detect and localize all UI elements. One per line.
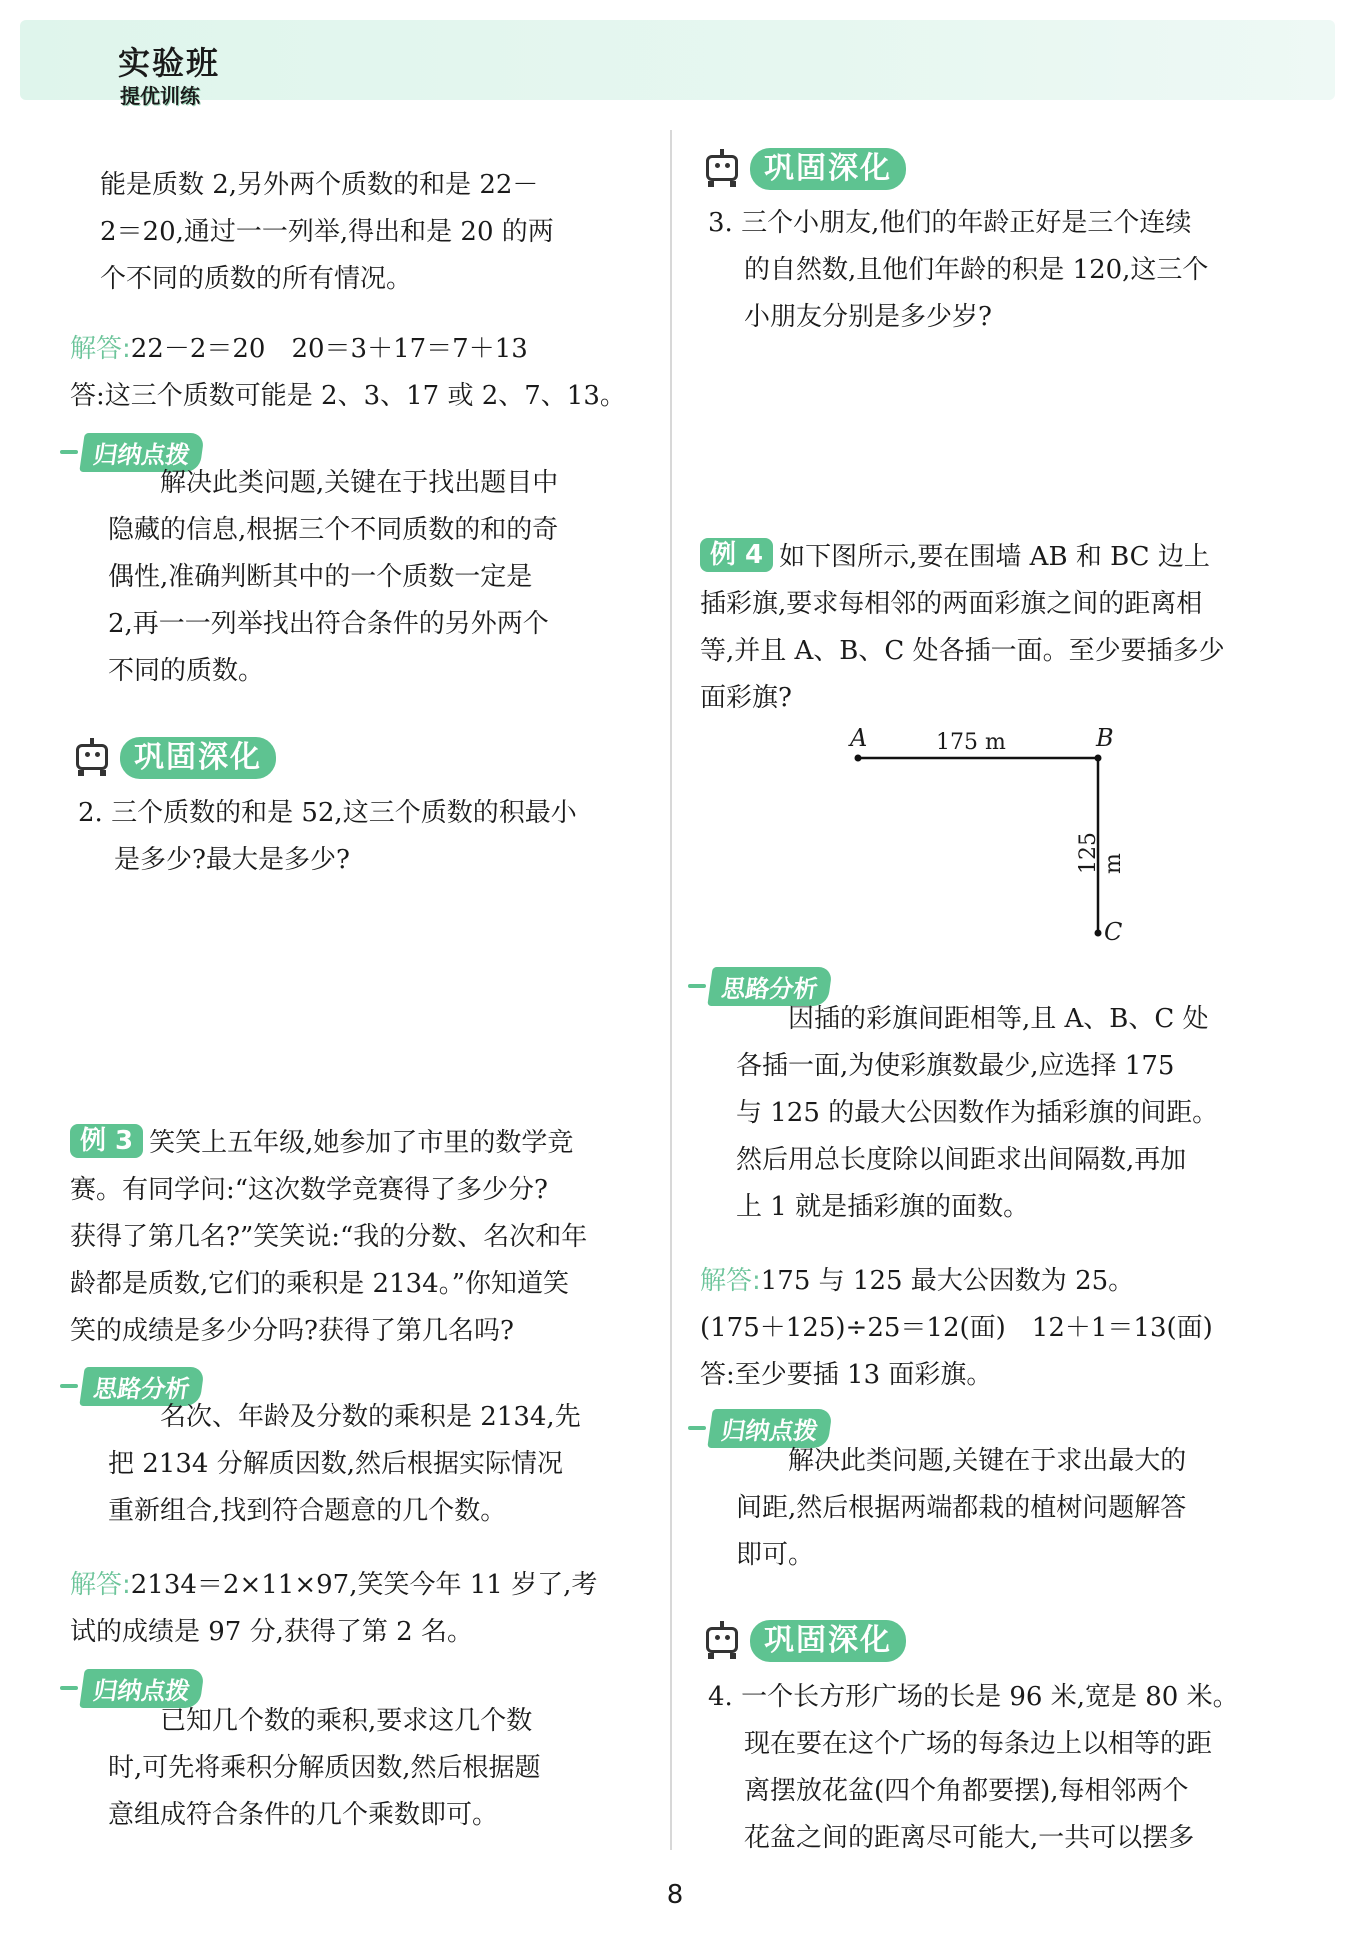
summary-label: 归纳点拨 [79,1669,204,1708]
text-line: 小朋友分别是多少岁? [744,302,992,332]
text-line: 与 125 的最大公因数作为插彩旗的间距。 [736,1098,1219,1128]
swoosh-icon [688,1426,706,1430]
analysis-label: 思路分析 [79,1367,204,1406]
swoosh-icon [60,450,78,454]
answer-line: 答:这三个质数可能是 2、3、17 或 2、7、13。 [70,381,626,411]
practice-3 [700,200,1290,341]
text-line: 各插一面,为使彩旗数最少,应选择 175 [736,1051,1175,1081]
text-line: 解决此类问题,关键在于找出题目中 [160,468,559,498]
practice-4 [700,1674,1290,1862]
answer-1 [70,326,650,420]
text-line: 然后用总长度除以间距求出间隔数,再加 [736,1145,1187,1175]
point-b-label: B [1096,724,1114,752]
page-number: 8 [666,1880,684,1910]
summary-1-text [108,460,628,695]
analysis-3-text [108,1394,628,1535]
point-c-dot [1095,930,1102,937]
text-line: 个不同的质数的所有情况。 [100,264,413,294]
text-line: 已知几个数的乘积,要求这几个数 [160,1706,533,1736]
answer-line: 175 与 125 最大公因数为 25。 [760,1266,1135,1296]
text-line: 笑笑上五年级,她参加了市里的数学竞 [149,1128,574,1158]
practice-2 [70,790,650,884]
column-divider [670,130,672,1850]
text-line: 龄都是质数,它们的乘积是 2134。”你知道笑 [70,1269,569,1299]
wall-diagram [840,724,1126,958]
question-number: 2. [78,798,103,828]
text-line: 赛。有同学问:“这次数学竞赛得了多少分? [70,1175,548,1205]
text-line: 2＝20,通过一一列举,得出和是 20 的两 [100,217,554,247]
text-line: 的自然数,且他们年龄的积是 120,这三个 [744,255,1209,285]
swoosh-icon [60,1686,78,1690]
practice-heading [700,146,906,192]
text-line: 不同的质数。 [108,656,265,686]
text-line: 隐藏的信息,根据三个不同质数的和的奇 [108,515,559,545]
text-line: 现在要在这个广场的每条边上以相等的距 [744,1729,1213,1759]
robot-icon [700,1621,744,1661]
text-line: 即可。 [736,1540,815,1570]
text-line: 一个长方形广场的长是 96 米,宽是 80 米。 [741,1682,1239,1712]
answer-3 [70,1562,650,1656]
point-a-dot [855,755,862,762]
text-line: 笑的成绩是多少分吗?获得了第几名吗? [70,1316,514,1346]
text-line: 花盆之间的距离尽可能大,一共可以摆多 [744,1823,1195,1853]
robot-icon [700,149,744,189]
analysis-label: 思路分析 [707,967,832,1006]
point-c-label: C [1104,918,1123,946]
text-line: 等,并且 A、B、C 处各插一面。至少要插多少 [700,636,1225,666]
example-3 [70,1120,650,1355]
answer-line: 答:至少要插 13 面彩旗。 [700,1360,993,1390]
text-line: 三个小朋友,他们的年龄正好是三个连续 [741,208,1192,238]
practice-heading [70,735,276,781]
text-line: 时,可先将乘积分解质因数,然后根据题 [108,1753,541,1783]
practice-label: 巩固深化 [750,1620,906,1662]
text-line: 2,再一一列举找出符合条件的另外两个 [108,609,549,639]
text-line: 偶性,准确判断其中的一个质数一定是 [108,562,533,592]
practice-label: 巩固深化 [120,737,276,779]
answer-line: 试的成绩是 97 分,获得了第 2 名。 [70,1617,473,1647]
analysis-4-text [736,996,1276,1231]
text-line: 获得了第几名?”笑笑说:“我的分数、名次和年 [70,1222,588,1252]
intro-text [100,162,640,303]
text-line: 三个质数的和是 52,这三个质数的积最小 [111,798,577,828]
summary-label: 归纳点拨 [79,433,204,472]
summary-label: 归纳点拨 [707,1409,832,1448]
text-line: 因插的彩旗间距相等,且 A、B、C 处 [788,1004,1209,1034]
practice-heading [700,1618,906,1664]
text-line: 上 1 就是插彩旗的面数。 [736,1192,1030,1222]
answer-label: 解答: [70,334,131,364]
point-a-label: A [850,724,868,752]
question-number: 3. [708,208,733,238]
example-tag: 例 4 [700,538,773,572]
answer-label: 解答: [70,1570,131,1600]
swoosh-icon [688,984,706,988]
text-line: 解决此类问题,关键在于求出最大的 [788,1446,1187,1476]
swoosh-icon [60,1384,78,1388]
answer-line: 2134＝2×11×97,笑笑今年 11 岁了,考 [130,1570,598,1600]
question-number: 4. [708,1682,733,1712]
text-line: 意组成符合条件的几个乘数即可。 [108,1800,499,1830]
answer-line: (175＋125)÷25＝12(面) 12＋1＝13(面) [700,1313,1213,1343]
example-4 [700,534,1290,722]
point-b-dot [1095,755,1102,762]
text-line: 名次、年龄及分数的乘积是 2134,先 [160,1402,581,1432]
robot-icon [70,738,114,778]
text-line: 是多少?最大是多少? [114,845,350,875]
summary-3-text [108,1698,628,1839]
text-line: 重新组合,找到符合题意的几个数。 [108,1496,507,1526]
summary-4-text [736,1438,1276,1579]
text-line: 插彩旗,要求每相邻的两面彩旗之间的距离相 [700,589,1203,619]
ab-length-label: 175 m [936,730,1006,755]
practice-label: 巩固深化 [750,148,906,190]
text-line: 间距,然后根据两端都栽的植树问题解答 [736,1493,1187,1523]
brand-title: 实验班 [118,44,221,82]
text-line: 把 2134 分解质因数,然后根据实际情况 [108,1449,563,1479]
text-line: 能是质数 2,另外两个质数的和是 22－ [100,170,539,200]
bc-length-label: 125 m [1076,832,1126,874]
text-line: 离摆放花盆(四个角都要摆),每相邻两个 [744,1776,1189,1806]
text-line: 如下图所示,要在围墙 AB 和 BC 边上 [779,542,1210,572]
answer-line: 22－2＝20 20＝3＋17＝7＋13 [130,334,528,364]
answer-label: 解答: [700,1266,761,1296]
example-tag: 例 3 [70,1124,143,1158]
brand-subtitle: 提优训练 [120,84,200,108]
answer-4 [700,1258,1290,1399]
text-line: 面彩旗? [700,683,792,713]
